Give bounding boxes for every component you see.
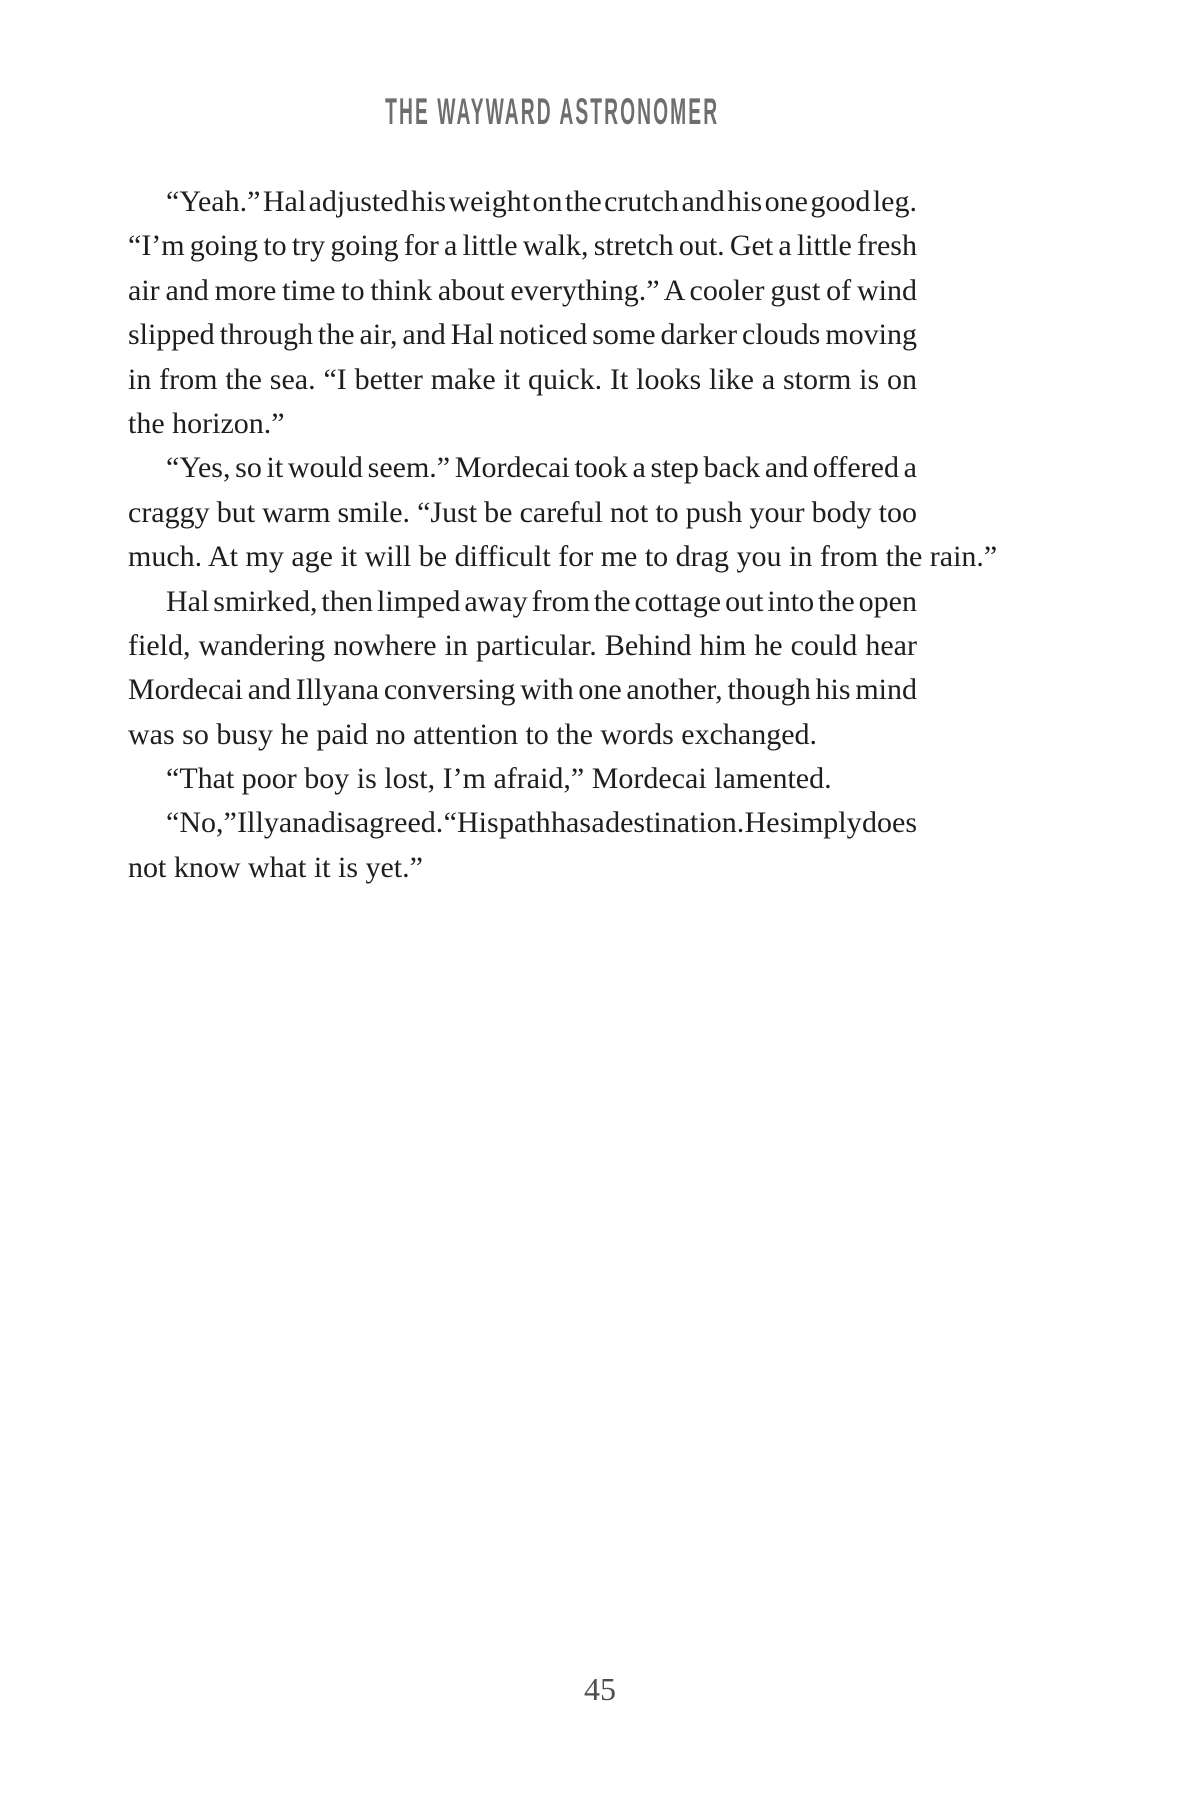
page-number: 45	[584, 1671, 616, 1707]
paragraph	[128, 180, 917, 446]
text-line: “No,” Illyana disagreed. “His path has a destination. He simply does	[166, 806, 917, 840]
text-line: “Yes, so it would seem.” Mordecai took a step back and offered a	[166, 451, 917, 485]
text-line: Hal smirked, then limped away from the cottage out into the open	[166, 584, 917, 618]
paragraph	[128, 757, 917, 801]
paragraph	[128, 580, 917, 758]
text-line: craggy but warm smile. “Just be careful not to push your body too	[128, 495, 917, 529]
running-header-text: THE WAYWARD ASTRONOMER	[385, 91, 720, 132]
text-line: not know what it is yet.”	[128, 850, 423, 884]
text-line: field, wandering nowhere in particular. Behind him he could hear	[128, 628, 917, 662]
body-text	[128, 180, 998, 890]
text-line: much. At my age it will be difficult for me to drag you in from the rain.”	[128, 540, 998, 574]
paragraph	[128, 801, 917, 890]
paragraph	[128, 446, 998, 579]
text-line: air and more time to think about everything.” A cooler gust of wind	[128, 273, 917, 307]
text-line: slipped through the air, and Hal noticed some darker clouds moving	[128, 318, 917, 352]
text-line: “I’m going to try going for a little walk, stretch out. Get a little fresh	[128, 229, 917, 263]
text-line: the horizon.”	[128, 406, 285, 440]
text-line: “That poor boy is lost, I’m afraid,” Mordecai lamented.	[166, 762, 832, 796]
running-header	[128, 93, 917, 130]
text-line: was so busy he paid no attention to the words exchanged.	[128, 717, 818, 751]
text-line: Mordecai and Illyana conversing with one another, though his mind	[128, 673, 917, 707]
text-line: in from the sea. “I better make it quick. It looks like a storm is on	[128, 362, 917, 396]
text-line: “Yeah.” Hal adjusted his weight on the crutch and his one good leg.	[166, 185, 917, 218]
